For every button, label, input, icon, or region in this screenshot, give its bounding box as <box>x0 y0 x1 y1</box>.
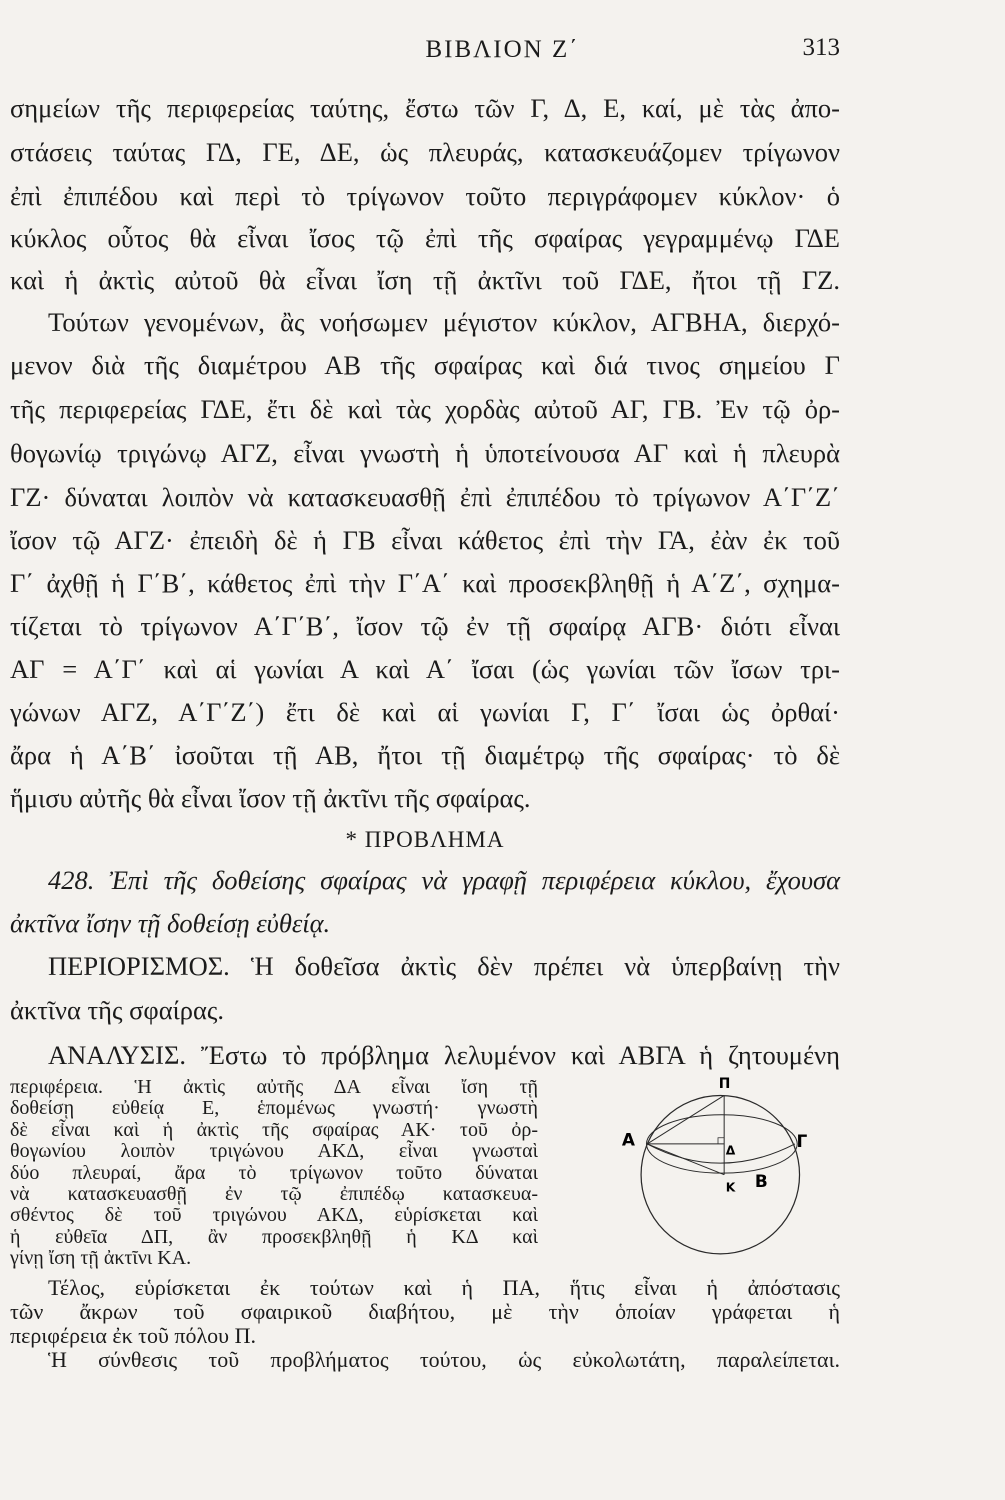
closing-line: Τέλος, εὑρίσκεται ἐκ τούτων καὶ ἡ ΠΑ, ἥτις εἶναι ἡ ἀπόστασις <box>48 1274 840 1300</box>
analysis-line: ΑΝΑΛΥΣΙΣ. Ἔστω τὸ πρόβλημα λελυμένον καὶ ΑΒΓΑ ἡ ζητουμένη <box>48 1040 840 1070</box>
text-line: τῆς περιφερείας ΓΔΕ, ἔτι δὲ καὶ τὰς χορδὰς αὐτοῦ ΑΓ, ΓΒ. Ἐν τῷ ὀρ- <box>10 394 840 424</box>
narrow-text-line: δύο πλευραί, ἄρα τὸ τρίγωνον τοῦτο δύναται <box>10 1161 538 1184</box>
text-line: ἄρα ἡ Α΄Β΄ ἰσοῦται τῇ ΑΒ, ἤτοι τῇ διαμέτρῳ τῆς σφαίρας· τὸ δὲ <box>10 740 840 770</box>
problem-statement-line: ἀκτῖνα ἴσην τῇ δοθείσῃ εὐθείᾳ. <box>10 908 331 938</box>
label-beta: Β <box>754 1171 768 1191</box>
text-line: στάσεις ταύτας ΓΔ, ΓΕ, ΔΕ, ὡς πλευράς, κατασκευάζομεν τρίγωνον <box>10 137 840 167</box>
text-line: ἐπὶ ἐπιπέδου καὶ περὶ τὸ τρίγωνον τοῦτο περιγράφομεν κύκλον· ὁ <box>10 181 840 211</box>
problem-heading: * ΠΡΟΒΛΗΜΑ <box>345 827 505 852</box>
text-line: τίζεται τὸ τρίγωνον Α΄Γ΄Β΄, ἴσον τῷ ἐν τῇ σφαίρᾳ ΑΓΒ· διότι εἶναι <box>10 611 840 641</box>
narrow-text-line: νὰ κατασκευασθῇ ἐν τῷ ἐπιπέδῳ κατασκευα- <box>10 1183 538 1205</box>
page-number: 313 <box>802 34 840 61</box>
narrow-text-line: ἡ εὐθεῖα ΔΠ, ἂν προσεκβληθῇ ἡ ΚΔ καὶ <box>10 1225 538 1248</box>
narrow-text-line: δοθείσῃ εὐθείᾳ Ε, ἑπομένως γνωστή· γνωστὴ <box>10 1097 538 1120</box>
text-line: μενον διὰ τῆς διαμέτρου ΑΒ τῆς σφαίρας καὶ διά τινος σημείου Γ <box>10 350 840 380</box>
label-gamma: Γ <box>796 1131 808 1151</box>
text-line: ΓΖ· δύναται λοιπὸν νὰ κατασκευασθῇ ἐπὶ ἐπιπέδου τὸ τρίγωνον Α΄Γ΄Ζ΄ <box>10 482 840 512</box>
periorismos-line: ἀκτῖνα τῆς σφαίρας. <box>10 995 224 1025</box>
text-line: κύκλος οὗτος θὰ εἶναι ἴσος τῷ ἐπὶ τῆς σφαίρας γεγραμμένῳ ΓΔΕ <box>10 223 840 253</box>
text-line: γώνων ΑΓΖ, Α΄Γ΄Ζ΄) ἔτι δὲ καὶ αἱ γωνίαι Γ, Γ΄ ἴσαι ὡς ὀρθαί· <box>10 697 840 727</box>
text-line: ἥμισυ αὐτῆς θὰ εἶναι ἴσον τῇ ἀκτῖνι τῆς σφαίρας. <box>10 783 531 813</box>
closing-line: περιφέρεια ἐκ τοῦ πόλου Π. <box>10 1322 256 1348</box>
text-line: Τούτων γενομένων, ἂς νοήσωμεν μέγιστον κύκλον, ΑΓΒΗΑ, διερχό- <box>48 307 840 337</box>
narrow-text-line: θογωνίου λοιπὸν τριγώνου ΑΚΔ, εἶναι γνωσταὶ <box>10 1140 538 1163</box>
label-pi: Π <box>718 1075 731 1092</box>
text-line: καὶ ἡ ἀκτὶς αὐτοῦ θὰ εἶναι ἴση τῇ ἀκτῖνι τοῦ ΓΔΕ, ἤτοι τῇ ΓΖ. <box>10 265 840 295</box>
text-line: ΑΓ = Α΄Γ΄ καὶ αἱ γωνίαι Α καὶ Α΄ ἴσαι (ὡς γωνίαι τῶν ἴσων τρι- <box>10 654 840 684</box>
label-delta: Δ <box>725 1143 736 1158</box>
narrow-text-line: περιφέρεια. Ἡ ἀκτὶς αὐτῆς ΔΑ εἶναι ἴση τῇ <box>10 1076 538 1098</box>
closing-line: Ἡ σύνθεσις τοῦ προβλήματος τούτου, ὡς εὐκολωτάτη, παραλείπεται. <box>48 1346 840 1372</box>
running-header: ΒΙΒΛΙΟΝ Ζ΄ <box>425 36 580 63</box>
periorismos-line: ΠΕΡΙΟΡΙΣΜΟΣ. Ἡ δοθεῖσα ἀκτὶς δὲν πρέπει νὰ ὑπερβαίνῃ τὴν <box>48 951 840 981</box>
text-line: Γ΄ ἀχθῇ ἡ Γ΄Β΄, κάθετος ἐπὶ τὴν Γ΄Α΄ καὶ προσεκβληθῇ ἡ Α΄Ζ΄, σχημα- <box>10 568 840 598</box>
text-line: σημείων τῆς περιφερείας ταύτης, ἔστω τῶν Γ, Δ, Ε, καί, μὲ τὰς ἀπο- <box>10 93 840 123</box>
narrow-text-line: γίνῃ ἴση τῇ ἀκτῖνι ΚΑ. <box>10 1247 192 1270</box>
label-alpha: Α <box>621 1129 635 1150</box>
text-line: θογωνίῳ τριγώνῳ ΑΓΖ, εἶναι γνωστὴ ἡ ὑποτείνουσα ΑΓ καὶ ἡ πλευρὰ <box>10 438 840 468</box>
problem-statement-line: 428. Ἐπὶ τῆς δοθείσης σφαίρας νὰ γραφῇ περιφέρεια κύκλου, ἔχουσα <box>48 865 840 895</box>
label-kappa: Κ <box>725 1180 736 1195</box>
narrow-text-line: δὲ εἶναι καὶ ἡ ἀκτὶς τῆς σφαίρας ΑΚ· τοῦ ὀρ- <box>10 1118 538 1141</box>
closing-line: τῶν ἄκρων τοῦ σφαιρικοῦ διαβήτου, μὲ τὴν ὁποίαν γράφεται ἡ <box>10 1298 840 1324</box>
text-line: ἴσον τῷ ΑΓΖ· ἐπειδὴ δὲ ἡ ΓΒ εἶναι κάθετος ἐπὶ τὴν ΓΑ, ἐὰν ἐκ τοῦ <box>10 525 840 555</box>
narrow-text-line: σθέντος δὲ τοῦ τριγώνου ΑΚΔ, εὑρίσκεται καὶ <box>10 1204 538 1227</box>
